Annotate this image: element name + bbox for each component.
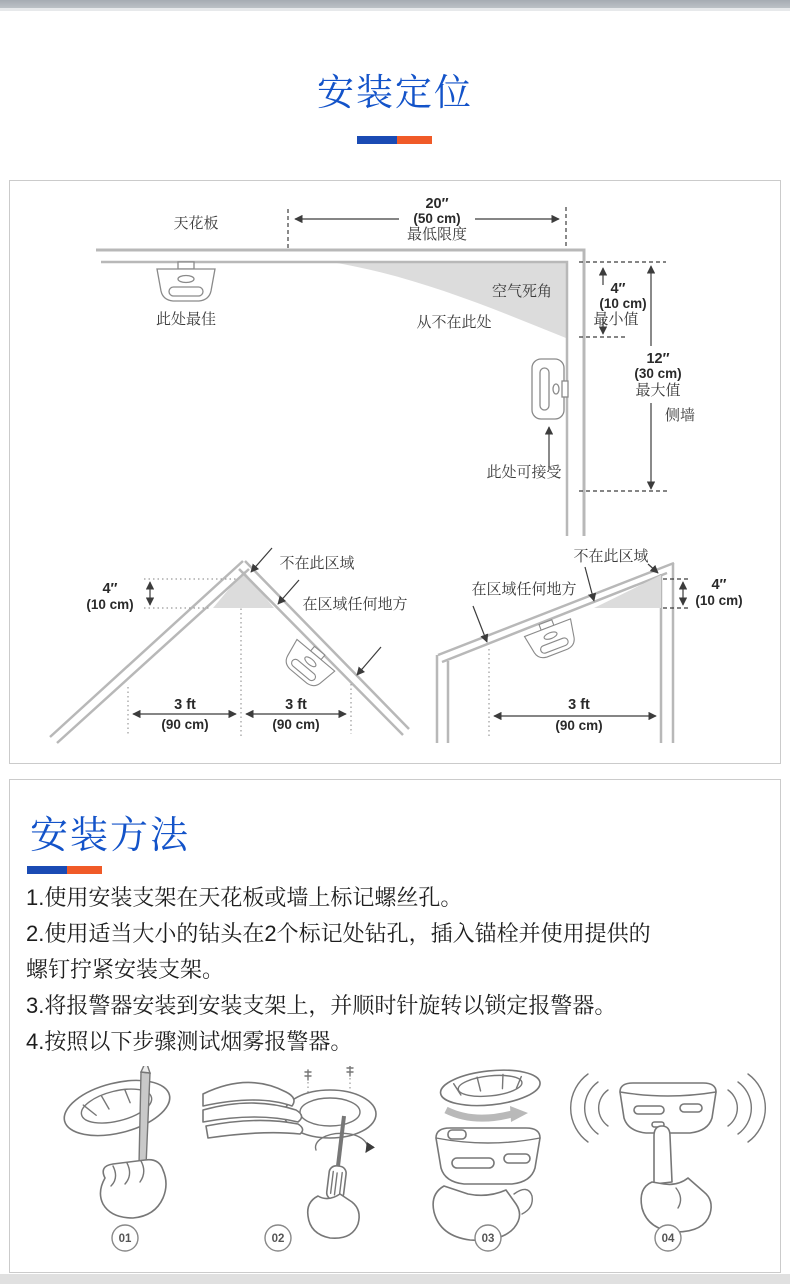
hand-icon: [308, 1194, 359, 1238]
wall-max-label: 最大值: [635, 382, 681, 399]
figure-test-alarm: [571, 1074, 766, 1232]
ceiling-smoke-detector-icon: [157, 262, 215, 301]
positioning-diagram-panel: [9, 180, 781, 764]
twist-arrow-icon: [446, 1110, 512, 1118]
step-number: 02: [271, 1233, 285, 1245]
figure-screw-bracket: [203, 1066, 376, 1238]
figure-attach-alarm: [433, 1066, 542, 1240]
peak-left-value: 3 ft: [174, 697, 196, 713]
pencil-icon: [139, 1072, 150, 1166]
peak-not-area-label: 不在此区域: [279, 555, 355, 572]
bottom-bar: [0, 1274, 790, 1284]
step-number: 03: [481, 1233, 495, 1245]
slope-width-value: 3 ft: [568, 697, 590, 713]
divider-blue-segment: [357, 136, 397, 144]
slope-gap-metric: (10 cm): [695, 593, 743, 608]
slope-detector-icon: [522, 613, 580, 662]
step-2: 2.使用适当大小的钻头在2个标记处钻孔，插入锚栓并使用提供的螺钉拧紧安装支架。: [26, 921, 651, 982]
step-number: 01: [118, 1233, 132, 1245]
screw-icon: [347, 1066, 353, 1076]
slope-width-metric: (90 cm): [555, 718, 603, 733]
peak-not-area-arrow: [251, 548, 272, 572]
peak-no-zone-triangle: [213, 571, 274, 608]
peak-gap-metric: (10 cm): [86, 597, 134, 612]
wall-min-value: 4″: [610, 281, 626, 297]
step-4: 4.按照以下步骤测试烟雾报警器。: [26, 1029, 353, 1054]
wall-min-metric: (10 cm): [599, 296, 647, 311]
ceiling-label: 天花板: [173, 215, 219, 232]
best-here-label: 此处最佳: [155, 311, 217, 328]
slope-gap-value: 4″: [711, 577, 727, 593]
wall-max-metric: (30 cm): [634, 366, 682, 381]
slope-not-area-label: 不在此区域: [573, 548, 649, 565]
installation-method-panel: [9, 779, 781, 1273]
divider-blue-segment: [27, 866, 67, 874]
hand-icon: [641, 1178, 711, 1232]
divider-orange-segment: [397, 136, 432, 144]
roof-left-outer: [50, 561, 243, 737]
top-bar: [0, 0, 790, 11]
min-clearance-metric: (50 cm): [413, 211, 461, 226]
slope-anywhere-label: 在区域任何地方: [471, 581, 577, 598]
roof-left-inner: [57, 569, 249, 743]
peak-left-metric: (90 cm): [161, 717, 209, 732]
never-here-label: 从不在此处: [416, 314, 492, 331]
wall-min-label: 最小值: [593, 311, 639, 328]
installation-steps-illustration: [10, 1066, 778, 1266]
title-divider: [357, 136, 432, 144]
peak-gap-value: 4″: [102, 581, 118, 597]
peak-anywhere-arrow: [278, 580, 299, 604]
acceptable-here-label: 此处可接受: [486, 464, 562, 481]
wall-mounted-detector-icon: [532, 359, 568, 419]
sound-waves-icon: [571, 1074, 608, 1142]
step-number: 04: [661, 1233, 675, 1245]
slope-anywhere-arrow: [473, 606, 487, 642]
section-title-method: 安装方法: [30, 815, 191, 857]
wall-max-value: 12″: [646, 351, 670, 367]
peak-right-metric: (90 cm): [272, 717, 320, 732]
peak-anywhere-label: 在区域任何地方: [302, 596, 408, 613]
installation-steps: [26, 880, 671, 1060]
peak-right-value: 3 ft: [285, 697, 307, 713]
screw-icon: [305, 1070, 311, 1080]
peak-slope-arrow: [357, 647, 381, 675]
divider-orange-segment: [67, 866, 102, 874]
dead-air-label: 空气死角: [491, 283, 553, 300]
roof-right-outer: [245, 561, 409, 729]
sound-waves-icon: [728, 1074, 765, 1142]
installation-position-diagram: [10, 181, 778, 761]
step-3: 3.将报警器安装到安装支架上，并顺时针旋转以锁定报警器。: [26, 993, 617, 1018]
figure-mark-holes: [59, 1066, 176, 1218]
hand-icon: [100, 1160, 166, 1218]
title-divider-2: [27, 866, 102, 874]
step-1: 1.使用安装支架在天花板或墙上标记螺丝孔。: [26, 885, 463, 910]
min-clearance-label: 最低限度: [406, 226, 468, 243]
finger-icon: [654, 1126, 672, 1184]
peak-detector-icon: [279, 635, 338, 692]
side-wall-label: 侧墙: [664, 407, 696, 424]
section-title-positioning: 安装定位: [317, 72, 473, 113]
min-clearance-value: 20″: [425, 196, 449, 212]
